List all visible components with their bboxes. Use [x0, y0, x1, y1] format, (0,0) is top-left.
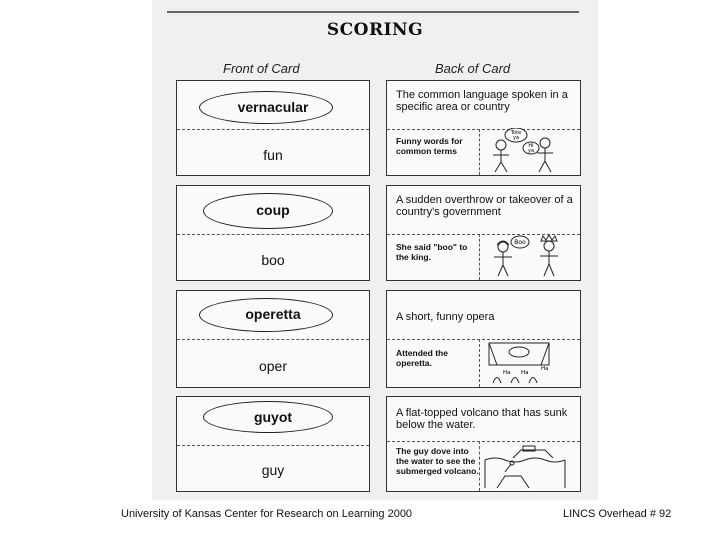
- footer-overhead-number: LINCS Overhead # 92: [563, 508, 672, 520]
- card-divider: [177, 234, 369, 235]
- front-word: operetta: [245, 306, 301, 322]
- bubble-text: Ha: [503, 370, 511, 376]
- bubble-text: Boo: [514, 239, 526, 246]
- bubble-text: Hi: [528, 143, 534, 149]
- bubble-text: ya: [512, 135, 520, 141]
- two-people-talking-drawing: [483, 128, 575, 174]
- back-card-guyot: [386, 396, 581, 492]
- sentence-text: The guy dove into the water to see the submerged volcano.: [396, 446, 479, 476]
- sentence-text: She said "boo" to the king.: [396, 242, 468, 262]
- card-divider: [177, 445, 369, 446]
- cue-word: boo: [261, 252, 285, 268]
- cue-word: fun: [263, 147, 283, 163]
- front-word: guyot: [253, 409, 293, 425]
- back-card-vernacular: [386, 80, 581, 176]
- top-rule: [167, 11, 579, 13]
- card-divider: [177, 129, 369, 130]
- audience-at-opera-drawing: [483, 339, 577, 387]
- bubble-text: Ha: [541, 366, 549, 372]
- footer-credit: University of Kansas Center for Research on Learning 2000: [121, 508, 413, 520]
- definition-text: The common language spoken in a specific area or country: [396, 89, 568, 113]
- front-word: vernacular: [237, 99, 309, 115]
- back-card-coup: [386, 185, 581, 281]
- back-column-heading: Back of Card: [435, 61, 511, 76]
- cue-word: guy: [261, 462, 285, 478]
- definition-text: A sudden overthrow or takeover of a country's government: [396, 194, 573, 218]
- diver-and-volcano-drawing: [483, 442, 577, 490]
- sentence-text: Attended the operetta.: [396, 348, 448, 368]
- front-column-heading: Front of Card: [223, 61, 300, 76]
- front-card-guyot: [176, 396, 370, 492]
- front-card-operetta: [176, 290, 370, 388]
- front-card-coup: [176, 185, 370, 281]
- front-card-vernacular: [176, 80, 370, 176]
- back-card-operetta: [386, 290, 581, 388]
- bubble-text: ya: [527, 148, 535, 154]
- bubble-text: Ha: [521, 370, 529, 376]
- definition-text: A short, funny opera: [396, 311, 495, 323]
- bubble-text: Tote: [510, 130, 522, 136]
- cue-word: oper: [258, 358, 288, 374]
- scanned-worksheet: [152, 0, 598, 500]
- card-divider: [177, 339, 369, 340]
- front-word: coup: [256, 202, 290, 218]
- girl-and-king-drawing: [483, 233, 575, 279]
- sentence-text: Funny words for common terms: [396, 136, 463, 156]
- definition-text: A flat-topped volcano that has sunk below the water.: [396, 407, 568, 431]
- page-title: SCORING: [326, 20, 424, 40]
